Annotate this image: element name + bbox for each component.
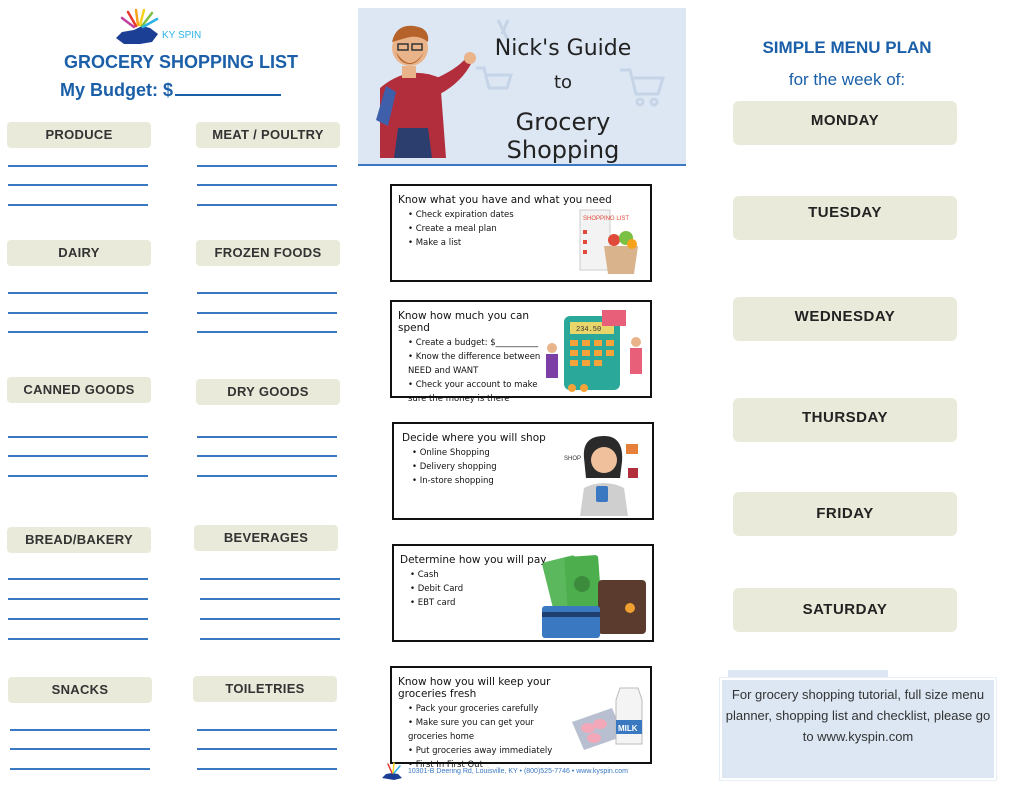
category-beverages: BEVERAGES [194,525,338,551]
write-line[interactable] [8,292,148,294]
shopping-list-badge: SHOPPING LIST [583,216,630,222]
tip-item: • Create a meal plan [408,222,650,236]
write-line[interactable] [8,165,148,167]
write-line[interactable] [200,578,340,580]
write-line[interactable] [8,331,148,333]
category-meat-poultry: MEAT / POULTRY [196,122,340,148]
tip-item: • Check your account to make sure the money is there [408,378,548,406]
tip-item: • Know the difference between NEED and WANT [408,350,548,378]
write-line[interactable] [8,475,148,477]
day-monday[interactable]: MONDAY [733,101,957,145]
write-line[interactable] [197,184,337,186]
category-bread-bakery: BREAD/BAKERY [7,527,151,553]
category-dry-goods: DRY GOODS [196,379,340,405]
tip-card-heading: Determine how you will pay [400,554,547,566]
tip-card-2 [390,300,652,404]
calculator-budget-icon [542,308,646,394]
shopping-list-bag-icon [574,206,644,276]
category-frozen-foods: FROZEN FOODS [196,240,340,266]
category-dairy: DAIRY [7,240,151,266]
write-line[interactable] [197,312,337,314]
tip-item: • Online Shopping [412,446,652,460]
budget-blank[interactable] [175,80,281,96]
day-wednesday[interactable]: WEDNESDAY [733,297,957,341]
category-produce: PRODUCE [7,122,151,148]
write-line[interactable] [8,578,148,580]
tip-item: • Cash [410,568,652,582]
eggs-milk-icon [568,686,648,760]
footer-address: 10301-B Deering Rd, Louisville, KY • (800)525-7746 • www.kyspin.com [408,768,628,775]
tip-item: • Pack your groceries carefully [408,702,568,716]
write-line[interactable] [200,618,340,620]
shopping-list-title: GROCERY SHOPPING LIST [63,52,299,72]
write-line[interactable] [197,768,337,770]
menu-plan-subtitle: for the week of: [788,70,906,89]
guide-title-line3: Grocery Shopping [506,108,620,164]
banner-underline [358,164,686,166]
footer-logo-icon [380,762,404,782]
write-line[interactable] [197,292,337,294]
tip-card-5 [390,666,652,770]
write-line[interactable] [8,618,148,620]
write-line[interactable] [10,729,150,731]
day-thursday[interactable]: THURSDAY [733,398,957,442]
tip-item: • Delivery shopping [412,460,652,474]
shopper-woman-icon [562,428,648,516]
write-line[interactable] [197,748,337,750]
write-line[interactable] [8,455,148,457]
write-line[interactable] [197,204,337,206]
write-line[interactable] [8,598,148,600]
tip-item: • Debit Card [410,582,652,596]
tip-card-heading: Decide where you will shop [402,432,546,444]
tip-item: • Make a list [408,236,650,250]
milk-label: MILK [618,724,638,733]
write-line[interactable] [197,165,337,167]
day-friday[interactable]: FRIDAY [733,492,957,536]
category-snacks: SNACKS [8,677,152,703]
tip-item: • In-store shopping [412,474,652,488]
wallet-cash-icon [534,550,650,640]
shop-bubble: SHOP [564,456,582,462]
budget-label: My Budget: $ [60,80,174,100]
tip-item: • Create a budget: $__________ [408,336,548,350]
tip-card-1 [390,184,652,282]
category-toiletries: TOILETRIES [193,676,337,702]
tutorial-note: For grocery shopping tutorial, full size menu planner, shopping list and checklist, please go to www.kyspin.com [720,678,996,780]
day-tuesday[interactable]: TUESDAY [733,196,957,240]
write-line[interactable] [197,729,337,731]
brand-text: KY SPIN [162,30,202,41]
tip-item: • First In First Out [408,758,568,772]
tip-card-heading: Know how much you can spend [398,310,530,334]
guide-title-line2: to [553,72,573,93]
menu-plan-title: SIMPLE MENU PLAN [762,38,932,57]
tip-item: • Make sure you can get your groceries home [408,716,568,744]
write-line[interactable] [8,436,148,438]
tip-card-4 [392,544,654,642]
day-saturday[interactable]: SATURDAY [733,588,957,632]
write-line[interactable] [8,184,148,186]
write-line[interactable] [197,436,337,438]
tip-card-3 [392,422,654,520]
write-line[interactable] [8,204,148,206]
tip-item: • EBT card [410,596,652,610]
kyspin-logo [112,8,232,50]
write-line[interactable] [8,312,148,314]
write-line[interactable] [8,638,148,640]
write-line[interactable] [10,748,150,750]
tip-card-heading: Know how you will keep your groceries fresh [398,676,551,700]
write-line[interactable] [197,475,337,477]
category-canned-goods: CANNED GOODS [7,377,151,403]
write-line[interactable] [200,598,340,600]
write-line[interactable] [197,455,337,457]
write-line[interactable] [197,331,337,333]
budget-field[interactable] [60,80,281,101]
tip-item: • Put groceries away immediately [408,744,568,758]
calculator-readout: 234.50 [576,326,602,334]
write-line[interactable] [10,768,150,770]
tip-item: • Check expiration dates [408,208,650,222]
guide-title-line1: Nick's Guide [494,36,632,61]
tip-card-heading: Know what you have and what you need [398,194,612,206]
write-line[interactable] [200,638,340,640]
